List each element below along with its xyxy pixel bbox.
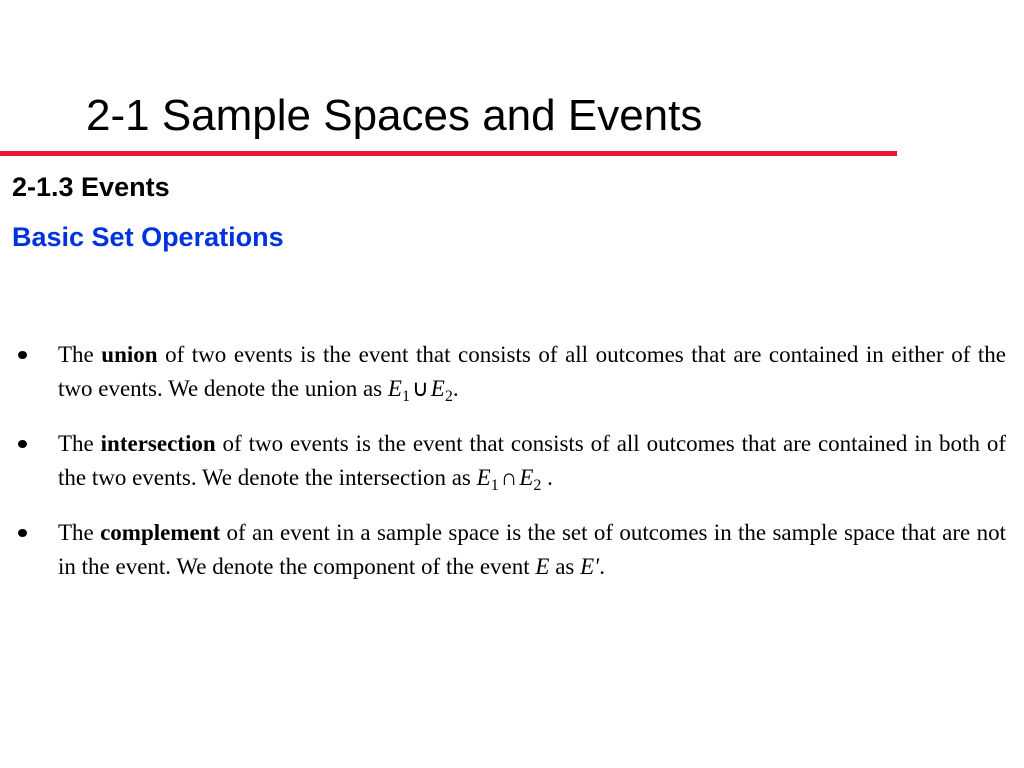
complement-definition <box>18 516 1006 584</box>
definition-lead: The <box>58 431 101 456</box>
formula-symbol: E <box>519 465 534 490</box>
intersection-operator: ∩ <box>500 465 518 490</box>
definition-lead: The <box>58 520 101 545</box>
union-definition <box>18 338 1006 414</box>
formula-subscript: 2 <box>444 388 453 405</box>
term-union: union <box>101 342 158 367</box>
definition-lead: The <box>58 342 102 367</box>
intersection-definition <box>18 427 1006 503</box>
bullet-icon <box>18 440 27 448</box>
definition-as-text: as <box>549 554 581 579</box>
formula-symbol: E <box>387 376 402 401</box>
definitions-list <box>18 338 1006 597</box>
complement-symbol: E′ <box>580 554 600 579</box>
slide-title: 2-1 Sample Spaces and Events <box>86 91 703 140</box>
subsection-heading: Basic Set Operations <box>12 222 284 252</box>
definition-end: . <box>599 554 605 579</box>
term-intersection: intersection <box>100 431 216 456</box>
formula-subscript: 1 <box>401 388 410 405</box>
formula-subscript: 2 <box>533 477 542 494</box>
bullet-icon <box>18 529 27 537</box>
definition-text: of an event in a sample space is the set of outcomes in the sample space that are not in the event. We denote the component of the event <box>58 520 1006 579</box>
union-operator: ∪ <box>411 376 429 401</box>
intersection-formula <box>476 465 542 494</box>
section-heading: 2-1.3 Events <box>12 172 170 202</box>
formula-subscript: 1 <box>490 477 499 494</box>
definition-text: of two events is the event that consists of all outcomes that are contained in either of the two events. We denote the union as <box>58 342 1006 401</box>
definition-end: . <box>541 465 553 490</box>
term-complement: complement <box>100 520 221 545</box>
bullet-icon <box>18 351 27 359</box>
event-symbol: E <box>535 554 550 579</box>
definition-text: of two events is the event that consists of all outcomes that are contained in both of the two events. We denote the intersection as <box>58 431 1006 490</box>
title-underline <box>0 151 897 156</box>
definition-end: . <box>452 376 459 401</box>
union-formula <box>387 376 453 405</box>
formula-symbol: E <box>430 376 445 401</box>
formula-symbol: E <box>476 465 491 490</box>
